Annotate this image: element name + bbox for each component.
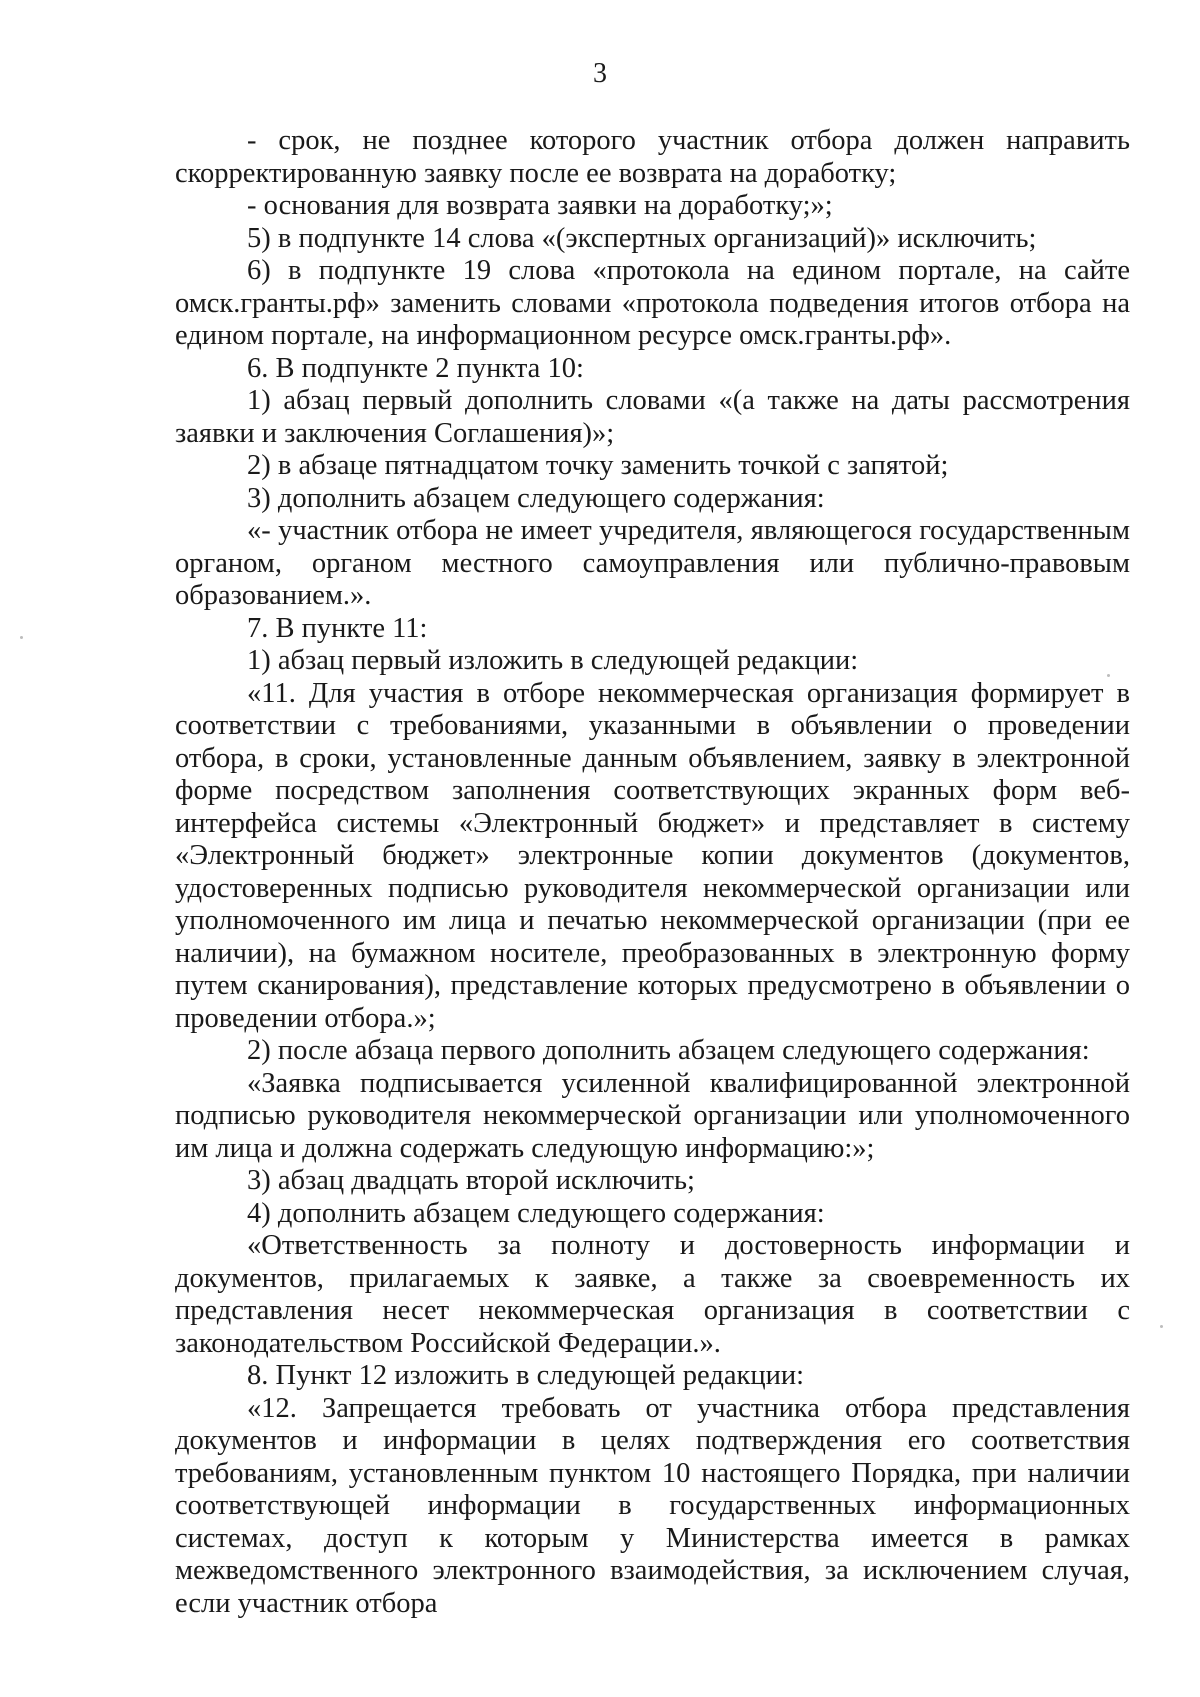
scan-speck — [20, 636, 23, 639]
scan-speck — [1160, 1325, 1163, 1328]
paragraph: «12. Запрещается требовать от участника отбора представления документов и информации в целях подтверждения его соответствия требованиям, установленным пунктом 10 настоящего Порядка, при наличии соответствующей информации в государственных информационных системах, доступ к которым у Министерства имеется в рамках межведомственного электронного взаимодействия, за исключением случая, если участник отбора — [175, 1392, 1130, 1619]
paragraph: 2) после абзаца первого дополнить абзацем следующего содержания: — [247, 1035, 1090, 1066]
page-number: 3 — [593, 58, 607, 89]
paragraph: 3) абзац двадцать второй исключить; — [247, 1165, 695, 1196]
paragraph: 7. В пункте 11: — [247, 612, 428, 644]
paragraph: - основания для возврата заявки на доработку;»; — [247, 190, 833, 221]
paragraph: 4) дополнить абзацем следующего содержания: — [247, 1197, 825, 1229]
paragraph: 3) дополнить абзацем следующего содержания: — [247, 482, 825, 514]
paragraph: «Ответственность за полноту и достоверность информации и документов, прилагаемых к заявке, а также за своевременность их представления несет некоммерческая организация в соответствии с законодательством Российской Федерации.». — [175, 1230, 1130, 1359]
paragraph: 8. Пункт 12 изложить в следующей редакции: — [247, 1360, 804, 1391]
paragraph: 1) абзац первый дополнить словами «(а также на даты рассмотрения заявки и заключения Соглашения)»; — [175, 385, 1130, 449]
paragraph: 6. В подпункте 2 пункта 10: — [247, 352, 584, 384]
paragraph: «- участник отбора не имеет учредителя, являющегося государственным органом, органом местного самоуправления или публично-правовым образованием.». — [175, 515, 1130, 611]
paragraph: 5) в подпункте 14 слова «(экспертных организаций)» исключить; — [247, 222, 1037, 254]
document-body — [175, 125, 1130, 1620]
paragraph: 2) в абзаце пятнадцатом точку заменить точкой с запятой; — [247, 450, 949, 481]
paragraph: «11. Для участия в отборе некоммерческая организация формирует в соответствии с требованиями, указанными в объявлении о проведении отбора, в сроки, установленные данным объявлением, заявку в электронной форме посредством заполнения соответствующих экранных форм веб-интерфейса системы «Электронный бюджет» и представляет в систему «Электронный бюджет» электронные копии документов (документов, удостоверенных подписью руководителя некоммерческой организации или уполномоченного им лица и печатью некоммерческой организации (при ее наличии), на бумажном носителе, преобразованных в электронную форму путем сканирования), представление которых предусмотрено в объявлении о проведении отбора.»; — [175, 677, 1130, 1034]
paragraph: 1) абзац первый изложить в следующей редакции: — [247, 645, 859, 676]
paragraph: - срок, не позднее которого участник отбора должен направить скорректированную заявку после ее возврата на доработку; — [175, 125, 1130, 189]
paragraph: «Заявка подписывается усиленной квалифицированной электронной подписью руководителя некоммерческой организации или уполномоченного им лица и должна содержать следующую информацию:»; — [175, 1067, 1130, 1164]
paragraph: 6) в подпункте 19 слова «протокола на едином портале, на сайте омск.гранты.рф» заменить словами «протокола подведения итогов отбора на едином портале, на информационном ресурсе омск.гранты.рф». — [175, 255, 1130, 351]
scan-speck — [1107, 674, 1110, 677]
